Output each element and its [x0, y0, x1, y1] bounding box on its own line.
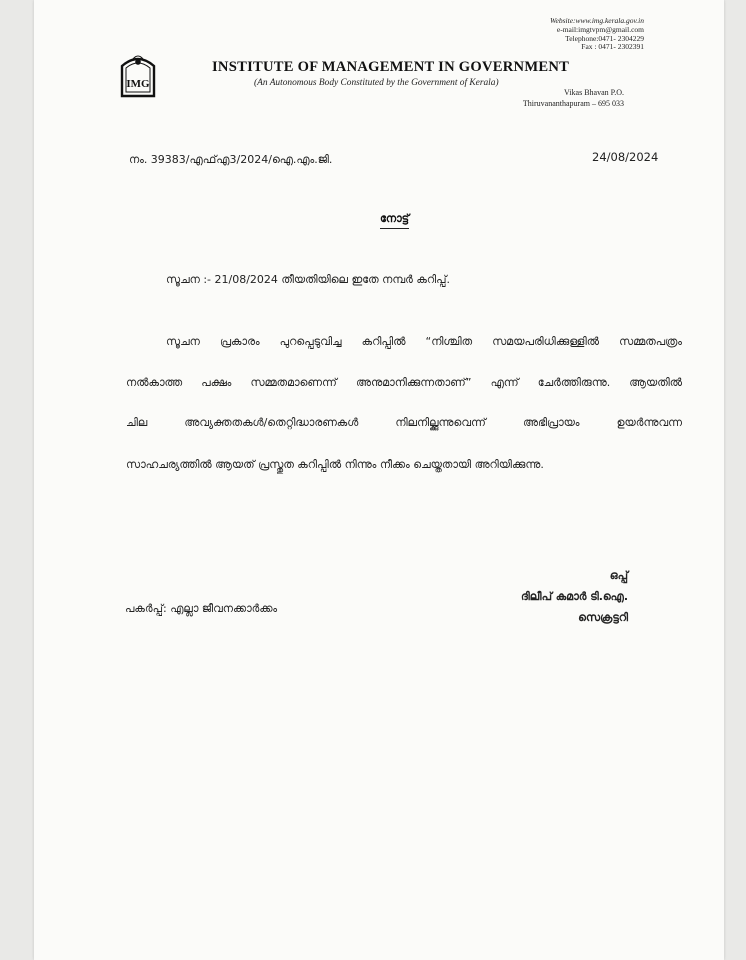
- address-line: Thiruvananthapuram – 695 033: [522, 99, 624, 108]
- fax-text: Fax : 0471- 2302391: [581, 42, 644, 52]
- document-page: [34, 0, 724, 960]
- address-line: Vikas Bhavan P.O.: [564, 88, 624, 97]
- telephone-text: Telephone:0471- 2304229: [565, 33, 644, 43]
- letter-date: 24/08/2024: [592, 150, 659, 164]
- email-text: e-mail:imgtvpm@gmail.com: [556, 24, 644, 34]
- logo-lettering: IMG: [126, 78, 150, 90]
- reference-line: സൂചന :- 21/08/2024 തീയതിയിലെ ഇതേ നമ്പർ കറിപ്പ്.: [166, 273, 450, 286]
- img-logo-icon: [118, 50, 158, 98]
- signatory-designation: സെക്രട്ടറി: [578, 611, 628, 624]
- body-line: ചില അവ്യക്തതകൾ/തെറ്റിദ്ധാരണകൾ നിലനില്ക്കുന്നുവെന്ന് അഭിപ്രായം ഉയർന്നുവന്ന: [126, 416, 682, 429]
- body-line: സാഹചര്യത്തിൽ ആയത് പ്രസ്തുത കറിപ്പിൽ നിന്നും നീക്കം ചെയ്തതായി അറിയിക്കുന്നു.: [126, 458, 544, 471]
- note-heading: നോട്ട്: [380, 212, 409, 229]
- body-line: സൂചന പ്രകാരം പുറപ്പെടുവിച്ച കറിപ്പിൽ “നിശ്ചിത സമയപരിധിക്കുള്ളിൽ സമ്മതപത്രം: [166, 335, 682, 348]
- signatory-name: ദിലീപ് കമാർ ടി.ഐ.: [521, 590, 628, 603]
- sign-label: ഒപ്പ്: [609, 569, 628, 582]
- copy-to-line: പകർപ്പ്: എല്ലാ ജീവനക്കാർക്കം: [125, 602, 278, 615]
- postal-address: [523, 87, 624, 109]
- contact-details: [550, 17, 644, 52]
- organization-subtitle: (An Autonomous Body Constituted by the Government of Kerala): [254, 78, 499, 88]
- reference-number: നം. 39383/എഫ്എ3/2024/ഐ.എം.ജി.: [129, 153, 333, 166]
- signature-block: [521, 565, 628, 628]
- body-line: നൽകാത്ത പക്ഷം സമ്മതമാണെന്ന് അനുമാനിക്കുന്നതാണ്” എന്ന് ചേർത്തിരുന്നു. ആയതിൽ: [126, 376, 682, 389]
- organization-name: INSTITUTE OF MANAGEMENT IN GOVERNMENT: [212, 59, 570, 75]
- website-text: Website:www.img.kerala.gov.in: [549, 16, 644, 25]
